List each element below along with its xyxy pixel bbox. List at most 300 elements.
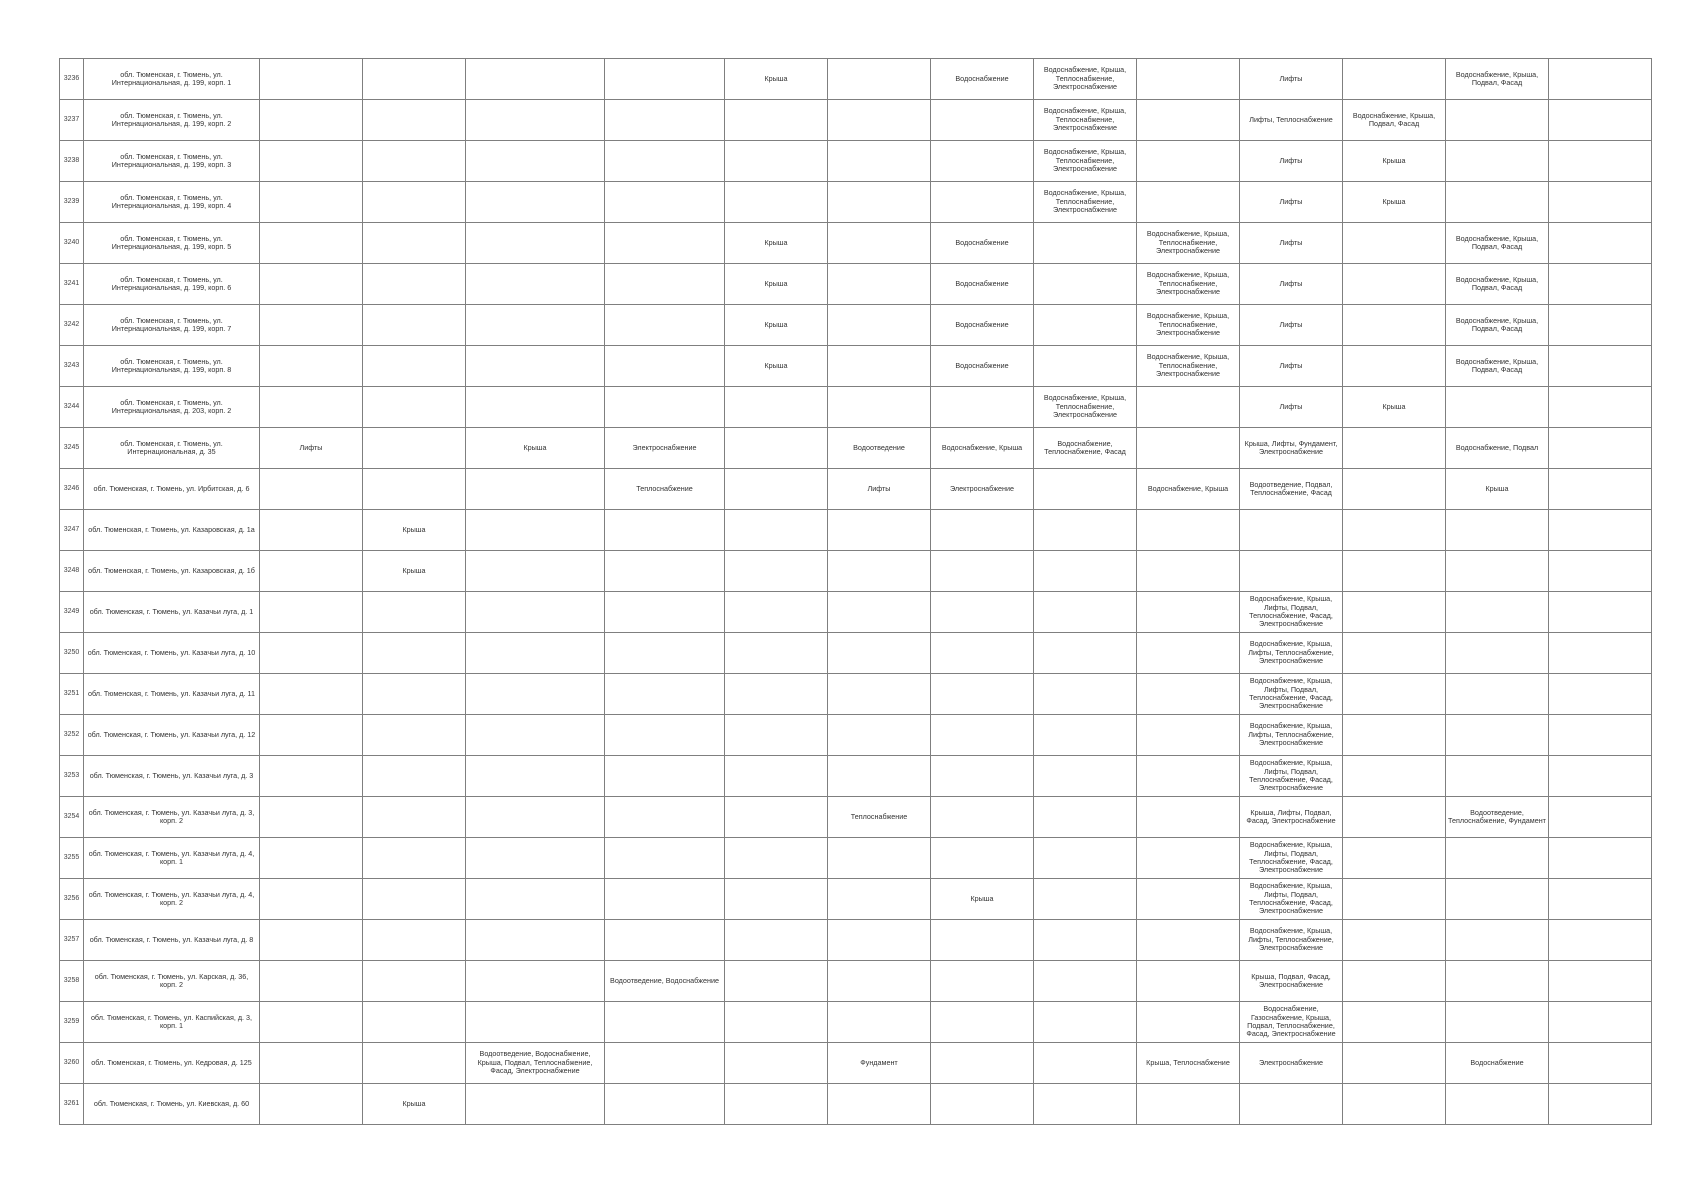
work-type-cell [1446, 182, 1549, 223]
address-cell: обл. Тюменская, г. Тюмень, ул. Казачьи луга, д. 3, корп. 2 [84, 797, 260, 838]
work-type-cell [363, 223, 466, 264]
work-type-cell [1446, 879, 1549, 920]
work-type-cell [1137, 59, 1240, 100]
row-number-cell: 3236 [60, 59, 84, 100]
work-type-cell [1549, 264, 1652, 305]
work-type-cell [1137, 920, 1240, 961]
work-type-cell: Водоснабжение [931, 59, 1034, 100]
work-type-cell [1034, 756, 1137, 797]
address-cell: обл. Тюменская, г. Тюмень, ул. Каспийская, д. 3, корп. 1 [84, 1002, 260, 1043]
table-body [60, 59, 1652, 1125]
work-type-cell [931, 920, 1034, 961]
work-type-cell: Водоснабжение, Теплоснабжение, Фасад [1034, 428, 1137, 469]
address-cell: обл. Тюменская, г. Тюмень, ул. Ирбитская, д. 6 [84, 469, 260, 510]
work-type-cell: Водоснабжение, Крыша, Лифты, Теплоснабжение, Электроснабжение [1240, 715, 1343, 756]
row-number-cell: 3251 [60, 674, 84, 715]
work-type-cell: Крыша [1343, 141, 1446, 182]
work-type-cell [466, 100, 605, 141]
address-cell: обл. Тюменская, г. Тюмень, ул. Казачьи луга, д. 1 [84, 592, 260, 633]
work-type-cell: Лифты [1240, 182, 1343, 223]
row-number-cell: 3244 [60, 387, 84, 428]
table-row [60, 1002, 1652, 1043]
table-row [60, 838, 1652, 879]
work-type-cell [1137, 100, 1240, 141]
work-type-cell [725, 961, 828, 1002]
work-type-cell [1034, 264, 1137, 305]
work-type-cell: Крыша, Теплоснабжение [1137, 1043, 1240, 1084]
work-type-cell [1034, 715, 1137, 756]
work-type-cell [260, 346, 363, 387]
table-row [60, 756, 1652, 797]
work-type-cell [1034, 223, 1137, 264]
work-type-cell [1343, 961, 1446, 1002]
work-type-cell: Лифты [1240, 346, 1343, 387]
work-type-cell [466, 510, 605, 551]
work-type-cell [1446, 920, 1549, 961]
work-type-cell [828, 1002, 931, 1043]
address-cell: обл. Тюменская, г. Тюмень, ул. Интернациональная, д. 199, корп. 3 [84, 141, 260, 182]
work-type-cell [1137, 182, 1240, 223]
work-type-cell [605, 510, 725, 551]
work-type-cell [1549, 305, 1652, 346]
table-row [60, 674, 1652, 715]
work-type-cell [1549, 756, 1652, 797]
work-type-cell [1549, 838, 1652, 879]
work-type-cell: Лифты [1240, 264, 1343, 305]
row-number-cell: 3256 [60, 879, 84, 920]
table-row [60, 1084, 1652, 1125]
work-type-cell [466, 838, 605, 879]
work-type-cell [605, 182, 725, 223]
work-type-cell [1240, 551, 1343, 592]
work-type-cell [1343, 223, 1446, 264]
work-type-cell: Водоснабжение, Крыша, Теплоснабжение, Электроснабжение [1034, 182, 1137, 223]
work-type-cell: Водоотведение, Водоснабжение, Крыша, Подвал, Теплоснабжение, Фасад, Электроснабжение [466, 1043, 605, 1084]
work-type-cell [260, 1002, 363, 1043]
work-type-cell: Водоснабжение, Крыша, Лифты, Подвал, Теплоснабжение, Фасад, Электроснабжение [1240, 756, 1343, 797]
work-type-cell [1446, 141, 1549, 182]
work-type-cell [363, 756, 466, 797]
work-type-cell: Водоснабжение [931, 223, 1034, 264]
work-type-cell [1137, 510, 1240, 551]
work-type-cell [605, 1002, 725, 1043]
work-type-cell: Крыша [725, 223, 828, 264]
work-type-cell: Лифты [1240, 305, 1343, 346]
work-type-cell [725, 920, 828, 961]
work-type-cell [260, 182, 363, 223]
work-type-cell [1034, 305, 1137, 346]
address-cell: обл. Тюменская, г. Тюмень, ул. Казачьи луга, д. 8 [84, 920, 260, 961]
work-type-cell [1034, 1002, 1137, 1043]
work-type-cell [260, 1043, 363, 1084]
work-type-cell [605, 223, 725, 264]
work-type-cell [931, 100, 1034, 141]
table-row [60, 387, 1652, 428]
work-type-cell [828, 838, 931, 879]
address-cell: обл. Тюменская, г. Тюмень, ул. Казачьи луга, д. 12 [84, 715, 260, 756]
work-type-cell [1034, 838, 1137, 879]
row-number-cell: 3259 [60, 1002, 84, 1043]
work-type-cell [1137, 387, 1240, 428]
work-type-cell: Теплоснабжение [828, 797, 931, 838]
work-type-cell: Лифты [1240, 141, 1343, 182]
work-type-cell: Теплоснабжение [605, 469, 725, 510]
work-type-cell [1549, 141, 1652, 182]
work-type-cell [260, 920, 363, 961]
work-type-cell [1343, 264, 1446, 305]
work-type-cell [1549, 510, 1652, 551]
work-type-cell [1034, 1084, 1137, 1125]
work-type-cell [1343, 633, 1446, 674]
work-type-cell [466, 223, 605, 264]
work-type-cell [466, 592, 605, 633]
work-type-cell [1343, 551, 1446, 592]
work-type-cell [1549, 592, 1652, 633]
work-type-cell [1343, 1084, 1446, 1125]
work-type-cell [363, 592, 466, 633]
address-cell: обл. Тюменская, г. Тюмень, ул. Казаровская, д. 1а [84, 510, 260, 551]
work-type-cell [605, 551, 725, 592]
work-type-cell [605, 674, 725, 715]
work-type-cell [828, 223, 931, 264]
work-type-cell [1137, 551, 1240, 592]
work-type-cell [1137, 1002, 1240, 1043]
work-type-cell [466, 756, 605, 797]
work-type-cell [1446, 674, 1549, 715]
work-type-cell [1549, 715, 1652, 756]
work-type-cell [1549, 182, 1652, 223]
work-type-cell [1343, 797, 1446, 838]
row-number-cell: 3255 [60, 838, 84, 879]
work-type-cell [828, 715, 931, 756]
work-type-cell: Электроснабжение [931, 469, 1034, 510]
address-cell: обл. Тюменская, г. Тюмень, ул. Интернациональная, д. 199, корп. 7 [84, 305, 260, 346]
work-type-cell: Водоснабжение [931, 305, 1034, 346]
address-cell: обл. Тюменская, г. Тюмень, ул. Интернациональная, д. 199, корп. 6 [84, 264, 260, 305]
row-number-cell: 3253 [60, 756, 84, 797]
work-type-cell [725, 592, 828, 633]
work-type-cell [1034, 674, 1137, 715]
work-type-cell [725, 756, 828, 797]
work-type-cell [725, 1002, 828, 1043]
work-type-cell: Водоотведение, Теплоснабжение, Фундамент [1446, 797, 1549, 838]
work-type-cell [1446, 961, 1549, 1002]
work-type-cell: Водоснабжение, Крыша, Теплоснабжение, Электроснабжение [1034, 59, 1137, 100]
work-type-cell [1343, 920, 1446, 961]
table-row [60, 961, 1652, 1002]
work-type-cell [260, 264, 363, 305]
work-type-cell [1034, 551, 1137, 592]
work-type-cell [1549, 1002, 1652, 1043]
work-type-cell: Водоснабжение, Подвал [1446, 428, 1549, 469]
work-type-cell [605, 1084, 725, 1125]
work-type-cell [466, 715, 605, 756]
work-type-cell: Электроснабжение [1240, 1043, 1343, 1084]
work-type-cell [260, 756, 363, 797]
work-type-cell [725, 1084, 828, 1125]
work-type-cell: Водоснабжение, Крыша, Лифты, Теплоснабжение, Электроснабжение [1240, 920, 1343, 961]
work-type-cell: Лифты [1240, 387, 1343, 428]
work-type-cell [1549, 551, 1652, 592]
table-row [60, 141, 1652, 182]
work-type-cell [363, 879, 466, 920]
table-row [60, 346, 1652, 387]
work-type-cell: Крыша [725, 305, 828, 346]
work-type-cell [931, 674, 1034, 715]
work-type-cell [1549, 920, 1652, 961]
work-type-cell [605, 715, 725, 756]
work-type-cell [931, 756, 1034, 797]
work-type-cell [828, 592, 931, 633]
work-type-cell [1343, 305, 1446, 346]
work-type-cell [466, 141, 605, 182]
work-type-cell [1137, 715, 1240, 756]
work-type-cell [1034, 592, 1137, 633]
work-type-cell [1034, 510, 1137, 551]
work-type-cell [363, 674, 466, 715]
work-type-cell [605, 633, 725, 674]
work-type-cell [931, 551, 1034, 592]
work-type-cell [725, 551, 828, 592]
work-type-cell: Водоснабжение [931, 264, 1034, 305]
work-type-cell [363, 182, 466, 223]
work-type-cell: Крыша [363, 1084, 466, 1125]
row-number-cell: 3245 [60, 428, 84, 469]
work-type-cell [363, 428, 466, 469]
work-type-cell [466, 674, 605, 715]
work-type-cell [1343, 1002, 1446, 1043]
work-type-cell [1446, 633, 1549, 674]
work-type-cell [1034, 797, 1137, 838]
work-type-cell [1446, 510, 1549, 551]
work-type-cell [363, 920, 466, 961]
work-type-cell: Водоснабжение, Крыша, Теплоснабжение, Электроснабжение [1034, 100, 1137, 141]
row-number-cell: 3252 [60, 715, 84, 756]
work-type-cell: Крыша [1446, 469, 1549, 510]
work-type-cell [725, 469, 828, 510]
work-type-cell: Крыша [363, 551, 466, 592]
work-type-cell [1343, 1043, 1446, 1084]
work-type-cell [1343, 715, 1446, 756]
address-cell: обл. Тюменская, г. Тюмень, ул. Кедровая, д. 125 [84, 1043, 260, 1084]
work-type-cell: Водоснабжение, Крыша, Лифты, Подвал, Теплоснабжение, Фасад, Электроснабжение [1240, 674, 1343, 715]
address-cell: обл. Тюменская, г. Тюмень, ул. Карская, д. 36, корп. 2 [84, 961, 260, 1002]
work-type-cell [1343, 674, 1446, 715]
work-type-cell [1137, 141, 1240, 182]
work-type-cell [931, 1084, 1034, 1125]
row-number-cell: 3246 [60, 469, 84, 510]
work-type-cell: Водоснабжение, Крыша, Теплоснабжение, Электроснабжение [1137, 264, 1240, 305]
row-number-cell: 3241 [60, 264, 84, 305]
work-type-cell [1343, 428, 1446, 469]
row-number-cell: 3243 [60, 346, 84, 387]
work-type-cell [725, 387, 828, 428]
address-cell: обл. Тюменская, г. Тюмень, ул. Казаровская, д. 1б [84, 551, 260, 592]
work-type-cell [725, 715, 828, 756]
work-type-cell [725, 1043, 828, 1084]
work-type-cell: Крыша, Лифты, Фундамент, Электроснабжение [1240, 428, 1343, 469]
work-type-cell: Водоснабжение, Крыша [1137, 469, 1240, 510]
work-type-cell [260, 305, 363, 346]
work-type-cell [828, 182, 931, 223]
work-type-cell: Водоснабжение, Крыша, Лифты, Подвал, Теплоснабжение, Фасад, Электроснабжение [1240, 838, 1343, 879]
work-type-cell [363, 961, 466, 1002]
work-type-cell [260, 838, 363, 879]
work-type-cell [931, 715, 1034, 756]
table-row [60, 182, 1652, 223]
work-type-cell [828, 100, 931, 141]
work-type-cell [363, 838, 466, 879]
table-row [60, 428, 1652, 469]
work-type-cell [1137, 756, 1240, 797]
work-type-cell [931, 182, 1034, 223]
work-type-cell: Водоснабжение, Крыша, Теплоснабжение, Электроснабжение [1137, 305, 1240, 346]
work-type-cell [828, 59, 931, 100]
work-type-cell [466, 551, 605, 592]
work-type-cell [260, 633, 363, 674]
work-type-cell [466, 182, 605, 223]
work-type-cell: Водоотведение [828, 428, 931, 469]
work-type-cell: Лифты, Теплоснабжение [1240, 100, 1343, 141]
work-type-cell [466, 1084, 605, 1125]
table-row [60, 223, 1652, 264]
work-type-cell: Водоснабжение, Крыша, Теплоснабжение, Электроснабжение [1034, 141, 1137, 182]
work-type-cell [363, 469, 466, 510]
work-type-cell [931, 797, 1034, 838]
work-type-cell [363, 100, 466, 141]
work-type-cell [260, 551, 363, 592]
work-type-cell [1343, 510, 1446, 551]
work-type-cell [605, 797, 725, 838]
work-type-cell: Водоснабжение, Крыша [931, 428, 1034, 469]
work-type-cell: Крыша [363, 510, 466, 551]
work-type-cell [1446, 387, 1549, 428]
work-type-cell [363, 1002, 466, 1043]
address-cell: обл. Тюменская, г. Тюмень, ул. Интернациональная, д. 199, корп. 8 [84, 346, 260, 387]
address-cell: обл. Тюменская, г. Тюмень, ул. Интернациональная, д. 199, корп. 2 [84, 100, 260, 141]
work-type-cell: Водоснабжение, Крыша, Теплоснабжение, Электроснабжение [1137, 223, 1240, 264]
work-type-cell: Водоотведение, Подвал, Теплоснабжение, Фасад [1240, 469, 1343, 510]
work-type-cell [1446, 1084, 1549, 1125]
work-type-cell [466, 920, 605, 961]
address-cell: обл. Тюменская, г. Тюмень, ул. Интернациональная, д. 199, корп. 4 [84, 182, 260, 223]
work-type-cell [363, 305, 466, 346]
work-type-cell [363, 59, 466, 100]
work-type-cell [466, 264, 605, 305]
work-type-cell: Крыша [1343, 387, 1446, 428]
work-type-cell [1034, 920, 1137, 961]
work-type-cell: Водоснабжение, Крыша, Подвал, Фасад [1446, 305, 1549, 346]
work-type-cell [725, 674, 828, 715]
table-row [60, 592, 1652, 633]
address-cell: обл. Тюменская, г. Тюмень, ул. Интернациональная, д. 203, корп. 2 [84, 387, 260, 428]
work-type-cell [1549, 879, 1652, 920]
work-type-cell: Крыша [931, 879, 1034, 920]
work-type-cell [1137, 961, 1240, 1002]
work-type-cell: Водоснабжение [931, 346, 1034, 387]
work-type-cell [828, 633, 931, 674]
work-type-cell: Крыша [725, 264, 828, 305]
table-row [60, 510, 1652, 551]
work-type-cell [828, 756, 931, 797]
work-type-cell [363, 633, 466, 674]
work-type-cell: Электроснабжение [605, 428, 725, 469]
work-type-cell [466, 961, 605, 1002]
work-type-cell [1549, 469, 1652, 510]
work-type-cell [605, 264, 725, 305]
address-cell: обл. Тюменская, г. Тюмень, ул. Интернациональная, д. 35 [84, 428, 260, 469]
row-number-cell: 3239 [60, 182, 84, 223]
work-type-cell [828, 551, 931, 592]
work-type-cell [725, 100, 828, 141]
work-type-cell [1343, 469, 1446, 510]
work-type-cell [605, 346, 725, 387]
work-type-cell [363, 387, 466, 428]
work-type-cell: Крыша [466, 428, 605, 469]
work-type-cell [260, 469, 363, 510]
work-type-cell [725, 633, 828, 674]
table-row [60, 1043, 1652, 1084]
work-type-cell [828, 387, 931, 428]
work-type-cell [1549, 387, 1652, 428]
row-number-cell: 3258 [60, 961, 84, 1002]
work-type-cell: Водоснабжение, Крыша, Лифты, Подвал, Теплоснабжение, Фасад, Электроснабжение [1240, 592, 1343, 633]
work-type-cell [1137, 1084, 1240, 1125]
work-type-cell [1446, 715, 1549, 756]
row-number-cell: 3261 [60, 1084, 84, 1125]
work-type-cell [1343, 59, 1446, 100]
work-type-cell [1549, 797, 1652, 838]
row-number-cell: 3260 [60, 1043, 84, 1084]
work-type-cell [931, 141, 1034, 182]
table-row [60, 879, 1652, 920]
work-type-cell [931, 633, 1034, 674]
row-number-cell: 3249 [60, 592, 84, 633]
work-type-cell [466, 797, 605, 838]
row-number-cell: 3237 [60, 100, 84, 141]
address-cell: обл. Тюменская, г. Тюмень, ул. Казачьи луга, д. 10 [84, 633, 260, 674]
work-type-cell [605, 59, 725, 100]
work-type-cell [1446, 100, 1549, 141]
work-type-cell [1343, 756, 1446, 797]
work-type-cell [605, 387, 725, 428]
work-type-cell: Крыша [1343, 182, 1446, 223]
address-cell: обл. Тюменская, г. Тюмень, ул. Интернациональная, д. 199, корп. 5 [84, 223, 260, 264]
work-type-cell [828, 879, 931, 920]
work-type-cell: Лифты [828, 469, 931, 510]
row-number-cell: 3248 [60, 551, 84, 592]
table-row [60, 551, 1652, 592]
work-type-cell [1343, 592, 1446, 633]
work-type-cell [1240, 1084, 1343, 1125]
work-type-cell [363, 264, 466, 305]
work-type-cell [931, 961, 1034, 1002]
work-type-cell [725, 510, 828, 551]
address-cell: обл. Тюменская, г. Тюмень, ул. Интернациональная, д. 199, корп. 1 [84, 59, 260, 100]
work-type-cell [931, 510, 1034, 551]
work-type-cell [260, 797, 363, 838]
work-type-cell [605, 141, 725, 182]
work-type-cell [605, 879, 725, 920]
row-number-cell: 3254 [60, 797, 84, 838]
work-type-cell [466, 59, 605, 100]
work-type-cell [1137, 428, 1240, 469]
work-type-cell [828, 305, 931, 346]
work-type-cell: Водоснабжение, Крыша, Теплоснабжение, Электроснабжение [1137, 346, 1240, 387]
work-type-cell [1446, 838, 1549, 879]
work-type-cell [931, 592, 1034, 633]
row-number-cell: 3238 [60, 141, 84, 182]
